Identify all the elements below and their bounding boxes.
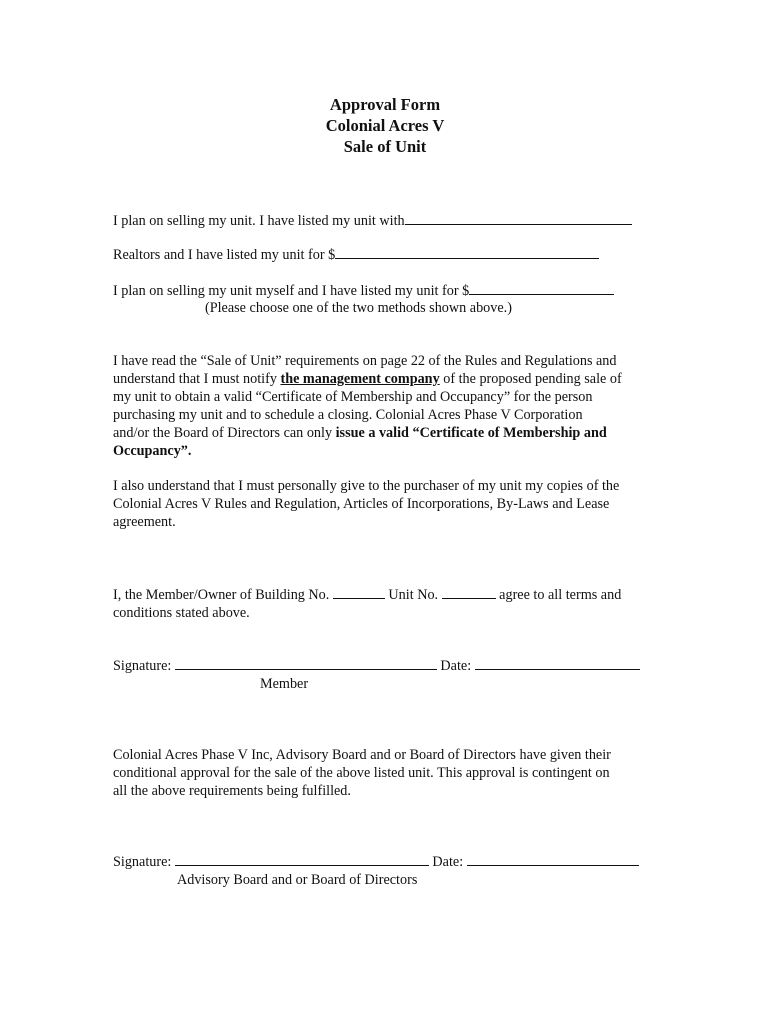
building-number-field[interactable] bbox=[333, 585, 385, 599]
realtor-option-line-2: Realtors and I have listed my unit for $ bbox=[113, 245, 599, 264]
member-date-field[interactable] bbox=[475, 656, 640, 670]
realtor-option-line-1: I plan on selling my unit. I have listed my unit with bbox=[113, 211, 632, 230]
self-option-line: I plan on selling my unit myself and I have listed my unit for $ bbox=[113, 281, 614, 300]
board-signature-field[interactable] bbox=[175, 852, 429, 866]
board-date-field[interactable] bbox=[467, 852, 639, 866]
method-note: (Please choose one of the two methods shown above.) bbox=[205, 300, 512, 316]
agreement-paragraph: I, the Member/Owner of Building No. Unit No. agree to all terms and conditions stated above. bbox=[113, 587, 622, 621]
realtor-price-field[interactable] bbox=[335, 245, 599, 259]
documents-paragraph: I also understand that I must personally give to the purchaser of my unit my copies of the Colonial Acres V Rules and Regulation, Articles of Incorporations, By-Laws and Lease agreement. bbox=[113, 478, 620, 530]
requirements-paragraph: I have read the “Sale of Unit” requirements on page 22 of the Rules and Regulations and understand that I must notify the management company of the proposed pending sale of my unit to obtain a valid “Certificate of Membership and Occupancy” for the person purchasing my unit and to schedule a closing. Colonial Acres Phase V Corporation and/or the Board of Directors can only issue a valid “Certificate of Membership and Occupancy”. bbox=[113, 353, 622, 459]
board-role-label: Advisory Board and or Board of Directors bbox=[177, 872, 418, 888]
title-line-2: Colonial Acres V bbox=[325, 116, 445, 135]
self-price-field[interactable] bbox=[469, 281, 614, 295]
board-signature-line: Signature: Date: bbox=[113, 852, 639, 871]
form-title bbox=[0, 94, 770, 157]
management-company-text: the management company bbox=[280, 371, 440, 387]
member-role-label: Member bbox=[260, 676, 309, 692]
title-line-3: Sale of Unit bbox=[343, 137, 427, 156]
approval-paragraph: Colonial Acres Phase V Inc, Advisory Board and or Board of Directors have given their conditional approval for the sale of the above listed unit. This approval is contingent on all the above requirements being fulfilled. bbox=[113, 747, 611, 799]
title-line-1: Approval Form bbox=[329, 95, 441, 114]
unit-number-field[interactable] bbox=[442, 585, 496, 599]
member-signature-line: Signature: Date: bbox=[113, 656, 640, 675]
realtor-name-field[interactable] bbox=[405, 211, 632, 225]
member-signature-field[interactable] bbox=[175, 656, 437, 670]
